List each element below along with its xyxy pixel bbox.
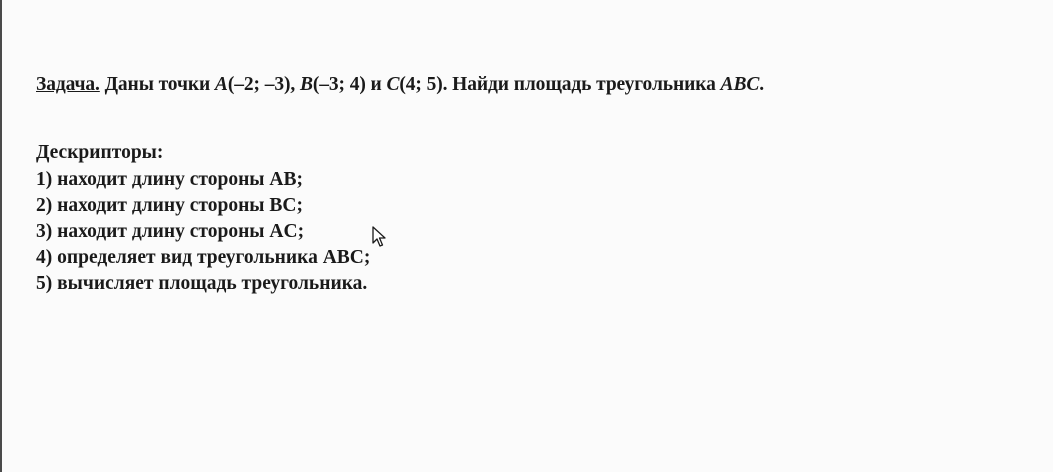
descriptor-item: 4) определяет вид треугольника ABC; xyxy=(36,247,371,268)
point-b-label: B xyxy=(299,74,313,95)
document-page xyxy=(2,0,1053,472)
task-intro-text: Даны точки xyxy=(99,74,215,95)
task-end-period: . xyxy=(759,74,765,95)
descriptors-title: Дескрипторы: xyxy=(36,142,164,163)
point-a-coords: (–2; –3), xyxy=(227,74,300,95)
point-a-label: A xyxy=(214,74,228,95)
descriptor-item: 1) находит длину стороны AB; xyxy=(36,169,303,190)
descriptor-item: 5) вычисляет площадь треугольника. xyxy=(36,273,368,294)
task-statement xyxy=(36,72,764,98)
descriptor-item: 2) находит длину стороны BC; xyxy=(36,195,303,216)
point-b-coords: (–3; 4) и xyxy=(312,74,387,95)
descriptor-item: 3) находит длину стороны AC; xyxy=(36,221,305,242)
descriptors-section xyxy=(36,140,370,297)
mouse-pointer-icon xyxy=(372,226,386,248)
task-label: Задача. xyxy=(36,74,100,95)
point-c-label: C xyxy=(386,74,400,95)
triangle-label: ABC xyxy=(720,74,760,95)
descriptors-list xyxy=(36,167,370,297)
point-c-coords-and-question: (4; 5). Найди площадь треугольника xyxy=(399,74,721,95)
